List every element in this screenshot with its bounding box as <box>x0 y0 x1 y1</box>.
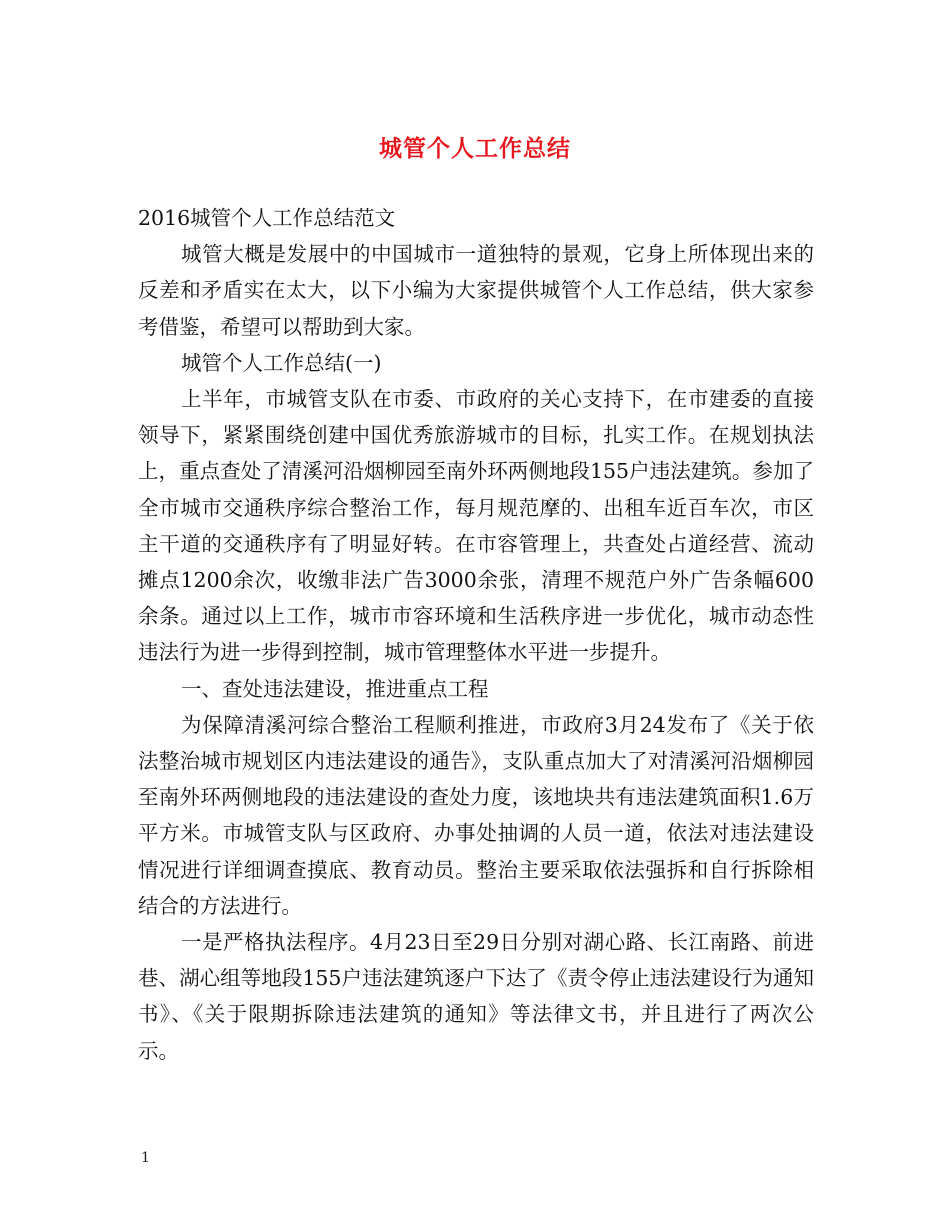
page-number: 1 <box>141 1150 150 1166</box>
section-heading-one: 城管个人工作总结(一) <box>181 350 382 375</box>
paragraph-enforcement-procedure: 一是严格执法程序。4月23日至29日分别对湖心路、长江南路、前进巷、湖心组等地段155户违法建筑逐户下达了《责令停止违法建设行为通知书》、《关于限期拆除违法建筑的通知》等法律文书，并且进行了两次公示。 <box>138 930 814 1063</box>
document-body <box>138 200 814 1069</box>
paragraph-summary: 上半年，市城管支队在市委、市政府的关心支持下，在市建委的直接领导下，紧紧围绕创建中国优秀旅游城市的目标，扎实工作。在规划执法上，重点查处了清溪河沿烟柳园至南外环两侧地段155户违法建筑。参加了全市城市交通秩序综合整治工作，每月规范摩的、出租车近百车次，市区主干道的交通秩序有了明显好转。在市容管理上，共查处占道经营、流动摊点1200余次，收缴非法广告3000余张，清理不规范户外广告条幅600余条。通过以上工作，城市市容环境和生活秩序进一步优化，城市动态性违法行为进一步得到控制，城市管理整体水平进一步提升。 <box>138 387 814 665</box>
document-title: 城管个人工作总结 <box>379 135 571 162</box>
subsection-heading: 一、查处违法建设，推进重点工程 <box>181 676 489 701</box>
paragraph-illegal-construction: 为保障清溪河综合整治工程顺利推进，市政府3月24发布了《关于依法整治城市规划区内违法建设的通告》，支队重点加大了对清溪河沿烟柳园至南外环两侧地段的违法建设的查处力度，该地块共有违法建筑面积1.6万平方米。市城管支队与区政府、办事处抽调的人员一道，依法对违法建设情况进行详细调查摸底、教育动员。整治主要采取依法强拆和自行拆除相结合的方法进行。 <box>138 712 814 918</box>
paragraph-subtitle: 2016城管个人工作总结范文 <box>138 206 396 230</box>
paragraph-intro: 城管大概是发展中的中国城市一道独特的景观，它身上所体现出来的反差和矛盾实在太大，以下小编为大家提供城管个人工作总结，供大家参考借鉴，希望可以帮助到大家。 <box>138 242 814 339</box>
